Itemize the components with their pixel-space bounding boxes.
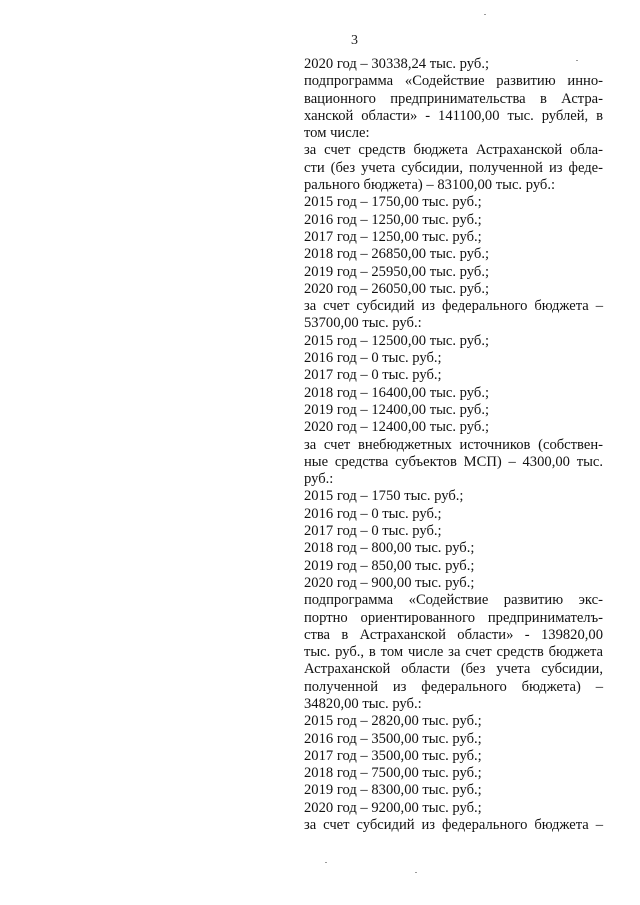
text-line: вационного предпринимательства в Астра-: [304, 90, 603, 107]
text-line: полученной из федерального бюджета) –: [304, 678, 603, 695]
text-line: рального бюджета) – 83100,00 тыс. руб.:: [304, 177, 556, 194]
scan-speck: [576, 60, 578, 61]
text-line: ханской области» - 141100,00 тыс. рублей, в: [304, 107, 603, 124]
text-line: 2018 год – 26850,00 тыс. руб.;: [304, 246, 490, 263]
text-line: 2017 год – 0 тыс. руб.;: [304, 367, 442, 384]
text-line: 2018 год – 800,00 тыс. руб.;: [304, 540, 475, 557]
text-line: 2019 год – 25950,00 тыс. руб.;: [304, 263, 490, 280]
text-line: за счет субсидий из федерального бюджета –: [304, 817, 603, 834]
text-line: 2016 год – 1250,00 тыс. руб.;: [304, 211, 482, 228]
text-line: за счет внебюджетных источников (собствен-: [304, 436, 603, 453]
text-line: ства в Астраханской области» - 139820,00: [304, 626, 603, 643]
text-line: ные средства субъектов МСП) – 4300,00 тыс.: [304, 453, 603, 470]
text-line: 2015 год – 12500,00 тыс. руб.;: [304, 332, 490, 349]
text-line: сти (без учета субсидии, полученной из феде-: [304, 159, 603, 176]
text-line: 2018 год – 16400,00 тыс. руб.;: [304, 384, 490, 401]
text-line: 2017 год – 0 тыс. руб.;: [304, 523, 442, 540]
text-line: 2019 год – 12400,00 тыс. руб.;: [304, 401, 490, 418]
text-line: руб.:: [304, 471, 334, 488]
text-line: том числе:: [304, 125, 370, 142]
scan-speck: [325, 862, 327, 863]
text-line: 2020 год – 12400,00 тыс. руб.;: [304, 419, 490, 436]
text-line: 53700,00 тыс. руб.:: [304, 315, 422, 332]
text-line: 2020 год – 900,00 тыс. руб.;: [304, 574, 475, 591]
text-line: 2016 год – 0 тыс. руб.;: [304, 350, 442, 367]
scan-speck: [415, 872, 417, 873]
text-line: 2020 год – 30338,24 тыс. руб.;: [304, 56, 490, 72]
document-body-text: [304, 56, 603, 834]
text-line: подпрограмма «Содействие развитию инно-: [304, 73, 603, 90]
text-line: 2019 год – 850,00 тыс. руб.;: [304, 557, 475, 574]
text-line: 2017 год – 3500,00 тыс. руб.;: [304, 747, 482, 764]
text-line: за счет субсидий из федерального бюджета –: [304, 298, 603, 315]
text-line: Астраханской области (без учета субсидии,: [304, 661, 603, 678]
text-line: портно ориентированного предпринимателъ-: [304, 609, 603, 626]
text-line: 2020 год – 26050,00 тыс. руб.;: [304, 280, 490, 297]
text-line: 2018 год – 7500,00 тыс. руб.;: [304, 765, 482, 782]
text-line: 2016 год – 3500,00 тыс. руб.;: [304, 730, 482, 747]
text-line: тыс. руб., в том числе за счет средств бюджета: [304, 644, 603, 661]
text-line: 34820,00 тыс. руб.:: [304, 695, 422, 712]
text-line: 2016 год – 0 тыс. руб.;: [304, 505, 442, 522]
text-line: за счет средств бюджета Астраханской обла-: [304, 142, 603, 159]
text-line: 2015 год – 1750,00 тыс. руб.;: [304, 194, 482, 211]
text-line: 2015 год – 2820,00 тыс. руб.;: [304, 713, 482, 730]
text-line: 2017 год – 1250,00 тыс. руб.;: [304, 228, 482, 245]
scan-speck: [484, 14, 486, 15]
text-line: 2015 год – 1750 тыс. руб.;: [304, 488, 464, 505]
text-line: 2019 год – 8300,00 тыс. руб.;: [304, 782, 482, 799]
text-line: подпрограмма «Содействие развитию экс-: [304, 592, 603, 609]
text-line: 2020 год – 9200,00 тыс. руб.;: [304, 799, 482, 816]
page-number: 3: [351, 33, 358, 48]
